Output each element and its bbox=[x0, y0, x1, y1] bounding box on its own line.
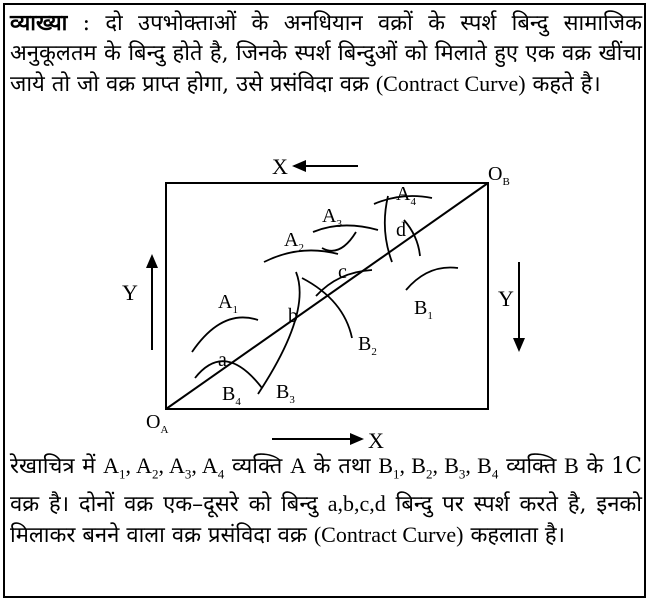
intro-text-1: दो उपभोक्ताओं के अनधियान वक्रों के स्पर्श बिन्दु सामाजिक अनुकूलतम के बिन्दु होते है, जिनके स्पर्श बिन्दुओं को मिलाते हुए एक वक्र खींचा जाये तो जो वक्र प्राप्त होगा, उसे प्रसंविदा वक्र bbox=[10, 11, 643, 97]
person-a: A bbox=[290, 453, 306, 478]
curve-label-a3: $A_3$ bbox=[322, 205, 342, 230]
person-b: B bbox=[564, 453, 579, 478]
explanation-text-2: व्यक्ति bbox=[224, 454, 291, 479]
y-axis-label-left: Y bbox=[122, 280, 138, 305]
explanation-text-6: बिन्दु पर स्पर्श करते है, इनको मिलाकर बनने वाला वक्र प्रसंविदा वक्र bbox=[10, 492, 642, 549]
indifference-curve-d-right bbox=[404, 220, 420, 256]
intro-text-2: कहते है। bbox=[525, 72, 601, 97]
a-curve-list: $A_1$, $A_2$, $A_3$, $A_4$ bbox=[103, 453, 225, 482]
explanation-text-3: के तथा bbox=[305, 454, 379, 479]
arrow-x-bottom bbox=[272, 433, 364, 445]
explanation-term: (Contract Curve) bbox=[313, 522, 464, 548]
curve-label-b4: $B_4$ bbox=[222, 383, 241, 408]
point-c-label: c bbox=[338, 261, 347, 283]
indifference-curve-b1 bbox=[406, 267, 458, 290]
indifference-curve-c-upper bbox=[322, 232, 356, 251]
arrow-y-left bbox=[146, 254, 158, 350]
tangency-points: a,b,c,d bbox=[327, 491, 386, 517]
indifference-curve-b3 bbox=[258, 272, 300, 394]
intro-term: (Contract Curve) bbox=[375, 71, 526, 96]
y-axis-label-right: Y bbox=[498, 286, 514, 311]
explanation-text-5: के 1C वक्र है। दोनों वक्र एक–दूसरे को बिन्दु bbox=[10, 454, 643, 518]
curve-label-b1: $B_1$ bbox=[414, 297, 433, 322]
point-d-label: d bbox=[396, 219, 406, 241]
explanation-paragraph bbox=[10, 451, 642, 551]
curve-label-a2: $A_2$ bbox=[284, 229, 304, 254]
curve-label-b3: $B_3$ bbox=[276, 381, 295, 406]
origin-b-label: $O_B$ bbox=[488, 163, 510, 188]
heading-separator: : bbox=[67, 11, 106, 36]
point-a-label: a bbox=[218, 349, 227, 371]
curve-label-a1: $A_1$ bbox=[218, 291, 238, 316]
arrow-y-right bbox=[513, 262, 525, 352]
point-b-label: b bbox=[288, 305, 298, 327]
explanation-heading: व्याख्या bbox=[10, 10, 68, 36]
explanation-text-1: रेखाचित्र में bbox=[10, 454, 104, 479]
arrow-x-top bbox=[292, 160, 358, 172]
b-curve-list: $B_1$, $B_2$, $B_3$, $B_4$ bbox=[378, 453, 499, 482]
indifference-curve-a1 bbox=[192, 317, 258, 352]
explanation-text-7: कहलाता है। bbox=[463, 523, 565, 549]
x-axis-label-bottom: X bbox=[368, 428, 384, 453]
explanation-text-4: व्यक्ति bbox=[498, 454, 565, 479]
curve-label-a4: $A_4$ bbox=[396, 183, 416, 208]
curve-label-b2: $B_2$ bbox=[358, 333, 377, 358]
origin-a-label: $O_A$ bbox=[146, 411, 169, 436]
x-axis-label-top: X bbox=[272, 154, 288, 179]
